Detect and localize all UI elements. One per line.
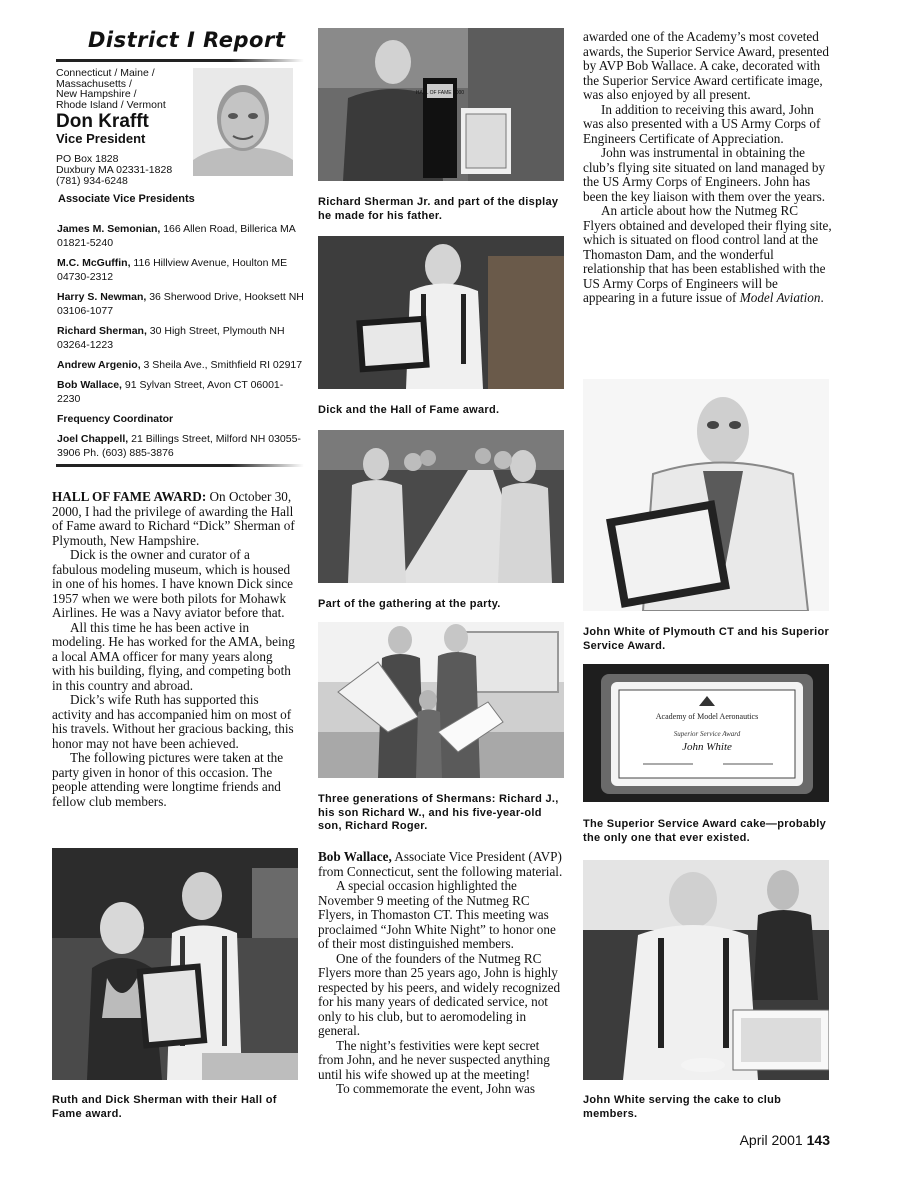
associates-list — [57, 222, 305, 466]
associate-entry — [57, 378, 305, 406]
cake-award-text: Superior Service Award — [673, 730, 741, 738]
photo-caption: Ruth and Dick Sherman with their Hall of Fame award. — [52, 1094, 277, 1120]
serving-cake-photo — [583, 860, 829, 1080]
associate-address: 91 Sylvan Street, Avon CT 06001-2230 — [57, 379, 284, 405]
article-paragraph: A special occasion highlighted the November 9 meeting of the Nutmeg RC Flyers, in Thomaston CT. This meeting was proclaimed “John White Night” to honor one of their most distinguished members. — [318, 878, 556, 951]
article-text: Associate Vice President (AVP) from Connecticut, sent the following material. — [318, 849, 563, 879]
article-paragraph: John was instrumental in obtaining the club’s flying site situated on land managed by the US Army Corps of Engineers. John has been the key liaison with them over the years. — [583, 145, 826, 204]
associate-name: Harry S. Newman, — [57, 291, 147, 303]
article-text: An article about how the Nutmeg RC Flyers obtained and developed their flying site, which is situated on flood control land at the Thomaston Dam, and the wonderful relationship that has been established with the US Army Corps of Engineers will be appearing in a future issue of — [583, 203, 832, 305]
article-lead-name: Bob Wallace, — [318, 849, 392, 864]
associate-name: M.C. McGuffin, — [57, 257, 131, 269]
section-title: District I Report — [88, 28, 286, 52]
state-line: Connecticut / Maine / — [56, 67, 155, 79]
associate-entry — [57, 256, 305, 284]
page-footer — [740, 1132, 830, 1148]
issue-date: April 2001 — [739, 1132, 803, 1148]
hof-sign-text: HALL OF FAME 2000 — [415, 90, 465, 96]
article-text: . — [820, 290, 824, 305]
article-paragraph — [52, 490, 298, 548]
associate-entry — [57, 324, 305, 352]
article-paragraph: The following pictures were taken at the party given in honor of this occasion. The people attending were longtime friends and fellow club members. — [52, 750, 284, 809]
john-white-award-photo — [583, 379, 829, 611]
associate-entry — [57, 358, 305, 372]
vp-address — [56, 154, 172, 187]
three-generations-photo — [318, 622, 564, 778]
state-line: Rhode Island / Vermont — [56, 98, 166, 111]
photo-caption: Richard Sherman Jr. and part of the display he made for his father. — [318, 196, 559, 222]
photo-caption: John White serving the cake to club members. — [583, 1094, 782, 1120]
associate-entry — [57, 290, 305, 318]
article-heading: HALL OF FAME AWARD: — [52, 489, 207, 504]
article-paragraph: Dick is the owner and curator of a fabulous modeling museum, which is housed in one of his homes. I have known Dick since 1957 when we were both pilots for Mohawk Airlines. He was a Navy aviator before that. — [52, 547, 293, 620]
district-states — [56, 68, 196, 110]
sherman-jr-display-photo — [318, 28, 564, 181]
photo-caption: Part of the gathering at the party. — [318, 598, 501, 610]
photo-caption: John White of Plymouth CT and his Superior Service Award. — [583, 626, 830, 652]
article-paragraph: All this time he has been active in modeling. He has worked for the AMA, being a local AMA officer for many years along with his building, flying, and competing both in this country and abroad. — [52, 619, 295, 693]
john-white-article-continued — [583, 30, 833, 306]
photo-caption: Dick and the Hall of Fame award. — [318, 404, 500, 416]
associate-name: James M. Semonian, — [57, 223, 161, 235]
associate-address: 116 Hillview Avenue, Houlton ME 04730-2312 — [57, 257, 288, 283]
frequency-coordinator-heading: Frequency Coordinator — [57, 413, 174, 425]
party-gathering-photo — [318, 430, 564, 583]
hall-of-fame-article — [52, 490, 298, 809]
article-paragraph: awarded one of the Academy’s most coveted awards, the Superior Service Award, presented by AVP Bob Wallace. A cake, decorated with the Superior Service Award certificate image, was also enjoyed by all present. — [583, 29, 829, 102]
page-number: 143 — [806, 1132, 830, 1148]
associates-heading: Associate Vice Presidents — [58, 193, 195, 205]
ruth-dick-photo — [52, 848, 298, 1080]
photo-caption: The Superior Service Award cake—probably the only one that ever existed. — [583, 818, 827, 844]
article-paragraph: To commemorate the event, John was — [336, 1081, 536, 1096]
vp-address-line: Duxbury MA 02331-1828 — [56, 164, 173, 176]
associate-address: 30 High Street, Plymouth NH 03264-1223 — [57, 325, 285, 351]
article-paragraph: One of the founders of the Nutmeg RC Flyers more than 25 years ago, John is highly respected by his peers, and widely recognized for his many years of dedicated service, not only to his club, but to aeromodeling in general. — [318, 950, 561, 1038]
article-paragraph: In addition to receiving this award, John was also presented with a US Army Corps of Engineers Certificate of Appreciation. — [583, 101, 821, 146]
state-line: New Hampshire / — [56, 88, 137, 100]
magazine-title: Model Aviation — [739, 290, 821, 305]
coordinator-address: 21 Billings Street, Milford NH 03055-3906 Ph. (603) 885-3876 — [57, 433, 301, 459]
dick-hof-award-photo — [318, 236, 564, 389]
vp-address-line: PO Box 1828 — [56, 153, 119, 165]
vp-name: Don Krafft — [56, 111, 149, 132]
associate-name: Richard Sherman, — [57, 325, 147, 337]
associate-name: Andrew Argenio, — [57, 359, 141, 371]
frequency-coordinator-entry — [57, 432, 305, 460]
cake-org-text: Academy of Model Aeronautics — [655, 712, 759, 721]
article-paragraph — [318, 850, 568, 879]
header-bottom-rule — [56, 464, 304, 467]
vp-address-line: (781) 934-6248 — [56, 175, 128, 187]
vp-portrait-photo — [193, 68, 293, 176]
article-paragraph: The night’s festivities were kept secret from John, and he never suspected anything until his wife showed up at the meeting! — [318, 1037, 550, 1082]
associate-name: Bob Wallace, — [57, 379, 122, 391]
associate-address: 166 Allen Road, Billerica MA 01821-5240 — [57, 223, 296, 249]
article-text: On October 30, 2000, I had the privilege of awarding the Hall of Fame award to Richard “Dick” Sherman of Plymouth, New Hampshire. — [52, 489, 295, 548]
article-paragraph — [583, 204, 833, 306]
cake-name-text: John White — [682, 741, 732, 753]
coordinator-name: Joel Chappell, — [57, 433, 129, 445]
article-paragraph: Dick’s wife Ruth has supported this activity and has accompanied him on most of his travels. Without her gracious backing, this honor may not have been achieved. — [52, 692, 294, 751]
associate-address: 36 Sherwood Drive, Hooksett NH 03106-1077 — [57, 291, 304, 317]
award-cake-photo — [583, 664, 829, 802]
associate-entry — [57, 222, 305, 250]
state-line: Massachusetts / — [56, 77, 132, 90]
header-rule — [56, 59, 304, 62]
photo-caption: Three generations of Shermans: Richard J., his son Richard W., and his five-year-old son, Richard Roger. — [318, 793, 559, 832]
john-white-article — [318, 850, 568, 1097]
associate-address: 3 Sheila Ave., Smithfield RI 02917 — [140, 359, 303, 371]
vp-title: Vice President — [56, 131, 146, 146]
